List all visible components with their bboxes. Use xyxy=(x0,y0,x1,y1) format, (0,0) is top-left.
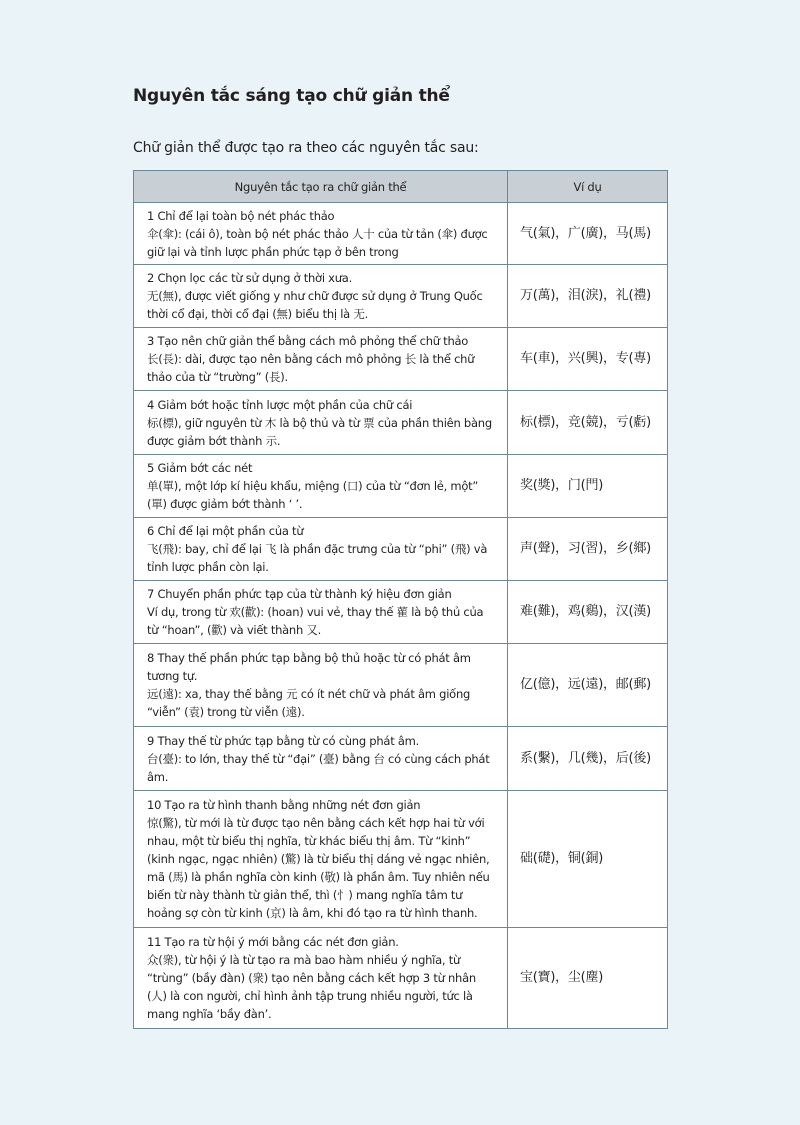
example-cell: 奖(獎)，门(門) xyxy=(508,455,668,518)
rule-description: 伞(傘): (cái ô), toàn bộ nét phác thảo 人十 của từ tản (傘) được giữ lại và tỉnh lược phần phức tạp ở bên trong xyxy=(147,226,488,259)
rule-description: 惊(驚), từ mới là từ được tạo nên bằng cách kết hợp hai từ với nhau, một từ biểu thị nghĩa, từ khác biểu thị âm. Từ “kinh” (kinh ngạc, ngạc nhiên) (驚) là từ biểu thị dáng vẻ ngạc nhiên, mã (馬) là phần nghĩa còn kinh (敬) là phần âm. Tuy nhiên nếu biến từ này thành từ giản thể, thì (忄) mang nghĩa tâm tư hoảng sợ còn từ kinh (京) là âm, khi đó tạo ra từ hình thanh. xyxy=(147,816,490,920)
rule-description: 飞(飛): bay, chỉ để lại 飞 là phần đặc trưng của từ “phi” (飛) và tỉnh lược phần còn lại. xyxy=(147,542,488,574)
rule-cell xyxy=(134,203,508,265)
table-row xyxy=(134,391,668,455)
rule-cell xyxy=(134,518,508,581)
table-row xyxy=(134,203,668,265)
example-cell: 车(車)，兴(興)，专(專) xyxy=(508,328,668,391)
table-row xyxy=(134,791,668,928)
rule-cell xyxy=(134,928,508,1029)
table-row xyxy=(134,265,668,328)
table-row xyxy=(134,328,668,391)
rule-description: 无(無), được viết giống y như chữ được sử dụng ở Trung Quốc thời cổ đại, thời cổ đại (無) biểu thị là 无. xyxy=(147,289,483,321)
rule-cell xyxy=(134,727,508,791)
header-principle: Nguyên tắc tạo ra chữ giản thể xyxy=(134,171,508,203)
rule-cell xyxy=(134,644,508,727)
rule-description: 标(標), giữ nguyên từ 木 là bộ thủ và từ 票 của phần thiên bàng được giảm bớt thành 示. xyxy=(147,415,492,448)
rule-title: 10 Tạo ra từ hình thanh bằng những nét đơn giản xyxy=(147,798,421,812)
table-header-row xyxy=(134,171,668,203)
rule-title: 5 Giảm bớt các nét xyxy=(147,461,253,475)
example-cell: 系(繫)，几(幾)，后(後) xyxy=(508,727,668,791)
example-cell: 难(難)，鸡(鷄)，汉(漢) xyxy=(508,581,668,644)
rule-cell xyxy=(134,581,508,644)
rule-description: 长(長): dài, được tạo nên bằng cách mô phỏng 长 là thể chữ thảo của từ “trường” (長). xyxy=(147,352,475,384)
rule-title: 3 Tạo nên chữ giản thể bằng cách mô phỏng thể chữ thảo xyxy=(147,334,469,348)
example-cell: 标(標)，竞(競)，亏(虧) xyxy=(508,391,668,455)
example-cell: 声(聲)，习(習)，乡(鄉) xyxy=(508,518,668,581)
table-row xyxy=(134,518,668,581)
rule-title: 2 Chọn lọc các từ sử dụng ở thời xưa. xyxy=(147,271,352,285)
rule-description: 众(衆), từ hội ý là từ tạo ra mà bao hàm nhiều ý nghĩa, từ “trùng” (bầy đàn) (衆) tạo nên bằng cách kết hợp 3 từ nhân (人) là con người, chỉ hình ảnh tập trung nhiều người, tức là mang nghĩa ‘bầy đàn’. xyxy=(147,953,476,1021)
example-cell: 万(萬)，泪(淚)，礼(禮) xyxy=(508,265,668,328)
rule-cell xyxy=(134,455,508,518)
rule-title: 8 Thay thế phần phức tạp bằng bộ thủ hoặc từ có phát âm tương tự. xyxy=(147,651,471,683)
table-row xyxy=(134,928,668,1029)
intro-text: Chữ giản thể được tạo ra theo các nguyên tắc sau: xyxy=(133,140,479,156)
rule-title: 7 Chuyển phần phức tạp của từ thành ký hiệu đơn giản xyxy=(147,587,452,601)
example-cell: 宝(寶)，尘(塵) xyxy=(508,928,668,1029)
rule-description: 远(遠): xa, thay thế bằng 元 có ít nét chữ và phát âm giống “viễn” (袁) trong từ viễn (遠). xyxy=(147,687,471,719)
table-row xyxy=(134,455,668,518)
rule-description: 单(單), một lớp kí hiệu khẩu, miệng (口) của từ “đơn lẻ, một” (單) được giảm bớt thành ‘ ’. xyxy=(147,479,479,511)
rule-title: 9 Thay thế từ phức tạp bằng từ có cùng phát âm. xyxy=(147,733,420,748)
rule-cell xyxy=(134,791,508,928)
rule-title: 6 Chỉ để lại một phần của từ xyxy=(147,524,304,538)
principles-table xyxy=(133,170,668,1029)
example-cell: 气(氣)，广(廣)，马(馬) xyxy=(508,203,668,265)
rule-cell xyxy=(134,328,508,391)
table-row xyxy=(134,581,668,644)
example-cell: 亿(億)，远(遠)，邮(郵) xyxy=(508,644,668,727)
rule-title: 1 Chỉ để lại toàn bộ nét phác thảo xyxy=(147,208,335,223)
table-row xyxy=(134,644,668,727)
table-row xyxy=(134,727,668,791)
rule-title: 11 Tạo ra từ hội ý mới bằng các nét đơn giản. xyxy=(147,935,399,949)
page-title: Nguyên tắc sáng tạo chữ giản thể xyxy=(133,86,450,106)
header-example: Ví dụ xyxy=(508,171,668,203)
rule-title: 4 Giảm bớt hoặc tỉnh lược một phần của chữ cái xyxy=(147,397,413,412)
rule-description: 台(臺): to lớn, thay thế từ “đại” (臺) bằng 台 có cùng cách phát âm. xyxy=(147,751,490,784)
example-cell: 础(礎)，铜(銅) xyxy=(508,791,668,928)
rule-cell xyxy=(134,265,508,328)
rule-description: Ví dụ, trong từ 欢(歡): (hoan) vui vẻ, thay thế 雚 là bộ thủ của từ “hoan”, (歡) và viết thành 又. xyxy=(147,605,484,637)
rule-cell xyxy=(134,391,508,455)
